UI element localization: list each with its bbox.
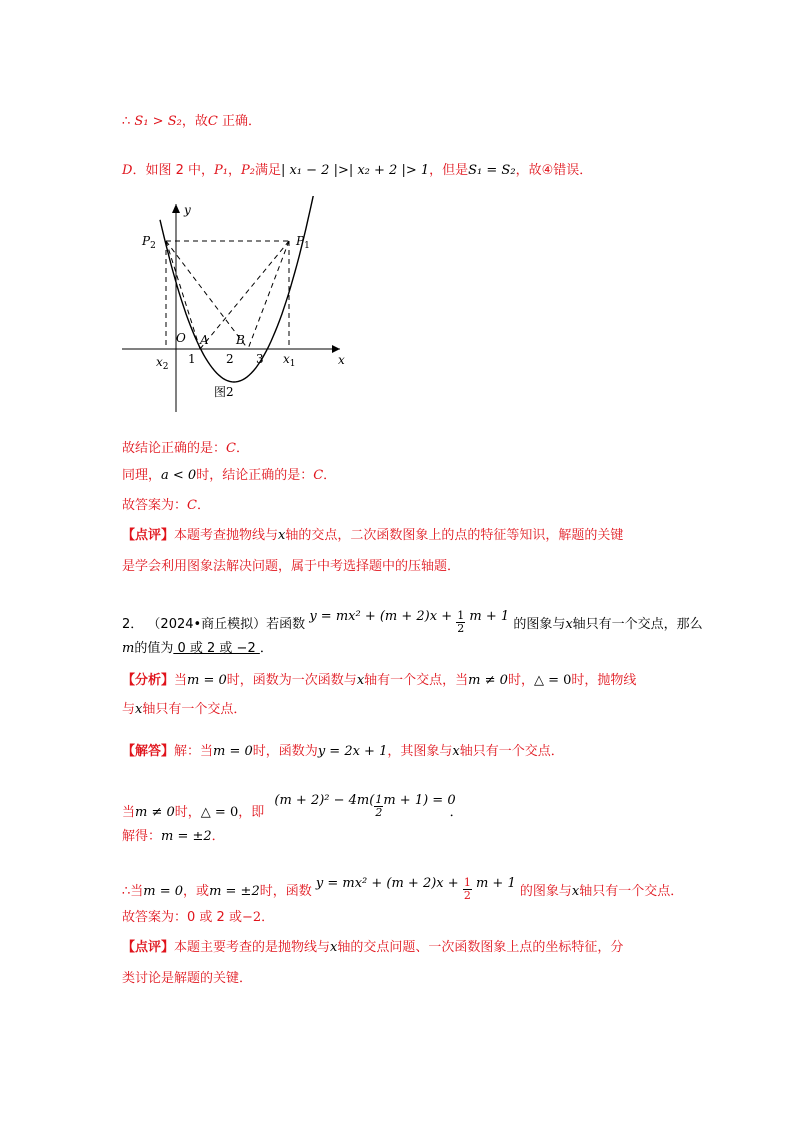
text: ．	[323, 468, 337, 483]
point-p2: P₂	[240, 163, 255, 178]
solution-line-1	[122, 743, 564, 761]
function-part-a: y = mx² + (m + 2)x +	[309, 609, 453, 624]
text: 时，函数为	[252, 744, 318, 759]
solution-line-2	[122, 793, 463, 825]
text: 类讨论是解题的关键．	[122, 971, 253, 986]
fraction-half	[456, 610, 465, 635]
point-b-label: B	[236, 333, 245, 347]
solution-line-3	[122, 828, 225, 846]
origin-label: O	[176, 331, 186, 345]
text: 轴只有一个交点．	[579, 884, 684, 899]
m-plus-minus-2: m = ±2	[161, 829, 212, 844]
text: 本题考查抛物线与	[174, 528, 279, 543]
m-equals-0: m = 0	[143, 884, 184, 899]
x-var: x	[565, 617, 573, 632]
x-var: x	[452, 744, 460, 759]
text: ．	[259, 641, 273, 656]
text: 当	[122, 805, 136, 820]
text: 本题主要考查的是抛物线与	[174, 940, 331, 955]
function-part-a: y = mx² + (m + 2)x +	[315, 876, 459, 891]
x2-label	[156, 355, 169, 372]
text: 是学会利用图象法解决问题，属于中考选择题中的压轴题．	[122, 559, 461, 574]
text: 的图象与	[519, 884, 572, 899]
text: 时，结论正确的是：	[196, 468, 314, 483]
tick-1-label: 1	[188, 352, 196, 366]
text: ，即	[238, 805, 265, 820]
m-var: m	[122, 641, 135, 656]
numerator: 1	[463, 876, 471, 889]
tick-2-label: 2	[226, 352, 234, 366]
text: ．	[449, 805, 463, 820]
question-2-line-2	[122, 640, 273, 658]
eq-part-a: (m + 2)² − 4m(	[274, 793, 375, 808]
text: 时，函数	[259, 884, 312, 899]
linear-function: y = 2x + 1	[317, 744, 388, 759]
discriminant-equation	[274, 793, 456, 819]
analysis-tag: 【分析】	[122, 673, 175, 688]
dashed-p1-b	[248, 241, 289, 349]
text: ．	[235, 441, 249, 456]
abs-inequality: | x₁ − 2 |>| x₂ + 2 |> 1	[280, 163, 430, 178]
x1-subscript: 1	[289, 359, 296, 369]
x-var: x	[278, 528, 286, 543]
eq-part-b: m + 1) = 0	[383, 793, 456, 808]
answer-text: 0 或 2 或 −2	[173, 641, 260, 656]
p2-letter: P	[142, 234, 151, 248]
point-p1: P₁	[213, 163, 228, 178]
option-c: C	[226, 441, 236, 456]
x-axis-arrow-icon	[332, 345, 340, 353]
figure-2-parabola	[118, 196, 358, 416]
question-source: （2024•商丘模拟）若函数	[147, 617, 306, 632]
numerator: 1	[457, 609, 465, 622]
text: 解得：	[122, 829, 162, 844]
option-c: C	[313, 468, 324, 483]
text: 时，	[507, 673, 534, 688]
text: 轴的交点问题、一次函数图象上点的坐标特征，分	[337, 940, 624, 955]
tick-3-label: 3	[256, 352, 264, 366]
delta-zero: △ = 0	[200, 805, 239, 820]
comment-line-1	[122, 527, 623, 545]
delta-zero: △ = 0	[533, 673, 572, 688]
m-not-0: m ≠ 0	[468, 673, 508, 688]
analysis-line-2	[122, 701, 246, 719]
therefore-symbol: ∴	[122, 114, 131, 129]
x-var: x	[135, 702, 143, 717]
p1-subscript: 1	[304, 241, 310, 251]
option-c: C	[207, 114, 218, 129]
text: ，故	[181, 114, 208, 129]
same-reason-line	[122, 467, 336, 485]
fraction-half	[463, 877, 472, 902]
y-axis-arrow-icon	[172, 204, 180, 213]
text: ∴当	[122, 884, 144, 899]
text: ，但是	[429, 163, 469, 178]
answer-blank	[173, 641, 260, 656]
option-d: D	[122, 163, 133, 178]
answer-line-2	[122, 909, 274, 927]
text: 轴的交点，二次函数图象上的点的特征等知识，解题的关键	[285, 528, 624, 543]
comment-line-2	[122, 558, 460, 576]
text: 的图象与	[513, 617, 566, 632]
x-var: x	[330, 940, 338, 955]
text: ．	[211, 829, 225, 844]
denominator: 2	[463, 889, 471, 902]
solution-line-4	[122, 876, 684, 904]
x-axis-label: x	[338, 353, 345, 367]
comment-2-line-2	[122, 970, 252, 988]
p1-letter: P	[296, 234, 305, 248]
fraction-half	[374, 794, 383, 819]
m-plus-minus-2: m = ±2	[209, 884, 260, 899]
denominator: 2	[457, 622, 465, 635]
text: 时，抛物线	[571, 673, 637, 688]
question-2-line-1	[122, 609, 703, 637]
comment-tag: 【点评】	[122, 528, 175, 543]
option-d-line	[122, 162, 592, 180]
function-part-b: m + 1	[469, 609, 510, 624]
text: 轴有一个交点，当	[364, 673, 469, 688]
text: ．	[196, 498, 210, 513]
x1-letter: x	[283, 352, 290, 366]
x-var: x	[356, 673, 365, 688]
text: 满足	[254, 163, 281, 178]
y-axis-label: y	[184, 203, 191, 217]
answer-line	[122, 497, 210, 515]
x1-label	[283, 352, 296, 369]
text: ．如图 2 中，	[132, 163, 214, 178]
text: ，	[227, 163, 241, 178]
text: 轴只有一个交点，那么	[572, 617, 703, 632]
point-p1-label	[295, 234, 310, 251]
option-c: C	[187, 498, 197, 513]
parabola-curve	[160, 196, 334, 382]
m-not-0: m ≠ 0	[135, 805, 175, 820]
text: 轴只有一个交点．	[142, 702, 247, 717]
inequality-s1-s2: S₁ > S₂	[134, 114, 182, 129]
x2-subscript: 2	[162, 362, 169, 372]
text: ，或	[183, 884, 210, 899]
comment-tag: 【点评】	[122, 940, 175, 955]
analysis-line-1	[122, 672, 636, 690]
m-equals-0: m = 0	[187, 673, 227, 688]
question-number: 2．	[122, 617, 144, 632]
a-less-than-zero: a < 0	[161, 468, 197, 483]
text: 时，	[174, 805, 201, 820]
denominator: 2	[375, 806, 383, 819]
numerator: 1	[375, 793, 383, 806]
equality-s1-s2: S₁ = S₂	[468, 163, 516, 178]
text: ，其图象与	[387, 744, 453, 759]
text: 轴只有一个交点．	[459, 744, 564, 759]
comment-2-line-1	[122, 939, 623, 957]
x2-letter: x	[156, 355, 163, 369]
solution-tag: 【解答】	[122, 744, 175, 759]
text: 同理，	[122, 468, 162, 483]
point-p2-label	[141, 234, 156, 251]
text: 时，函数为一次函数与	[226, 673, 357, 688]
text: 故答案为：	[122, 498, 188, 513]
text: 故结论正确的是：	[122, 441, 227, 456]
conclusion-line-c	[122, 113, 261, 131]
text: 当	[174, 673, 188, 688]
text: 的值为	[134, 641, 174, 656]
conclusion-line	[122, 440, 249, 458]
point-a-label: A	[200, 333, 209, 347]
negative-two: −2	[241, 910, 262, 925]
text: 故答案为：0 或 2 或	[122, 910, 242, 925]
p2-subscript: 2	[150, 241, 156, 251]
function-part-b: m + 1	[475, 876, 516, 891]
m-equals-0: m = 0	[213, 744, 253, 759]
text: ，故④错误．	[515, 163, 593, 178]
text: ．	[261, 910, 275, 925]
figure-caption: 图2	[214, 385, 234, 399]
text: 解：当	[174, 744, 214, 759]
text: 与	[122, 702, 136, 717]
x-var: x	[571, 884, 580, 899]
text: 正确．	[221, 114, 261, 129]
